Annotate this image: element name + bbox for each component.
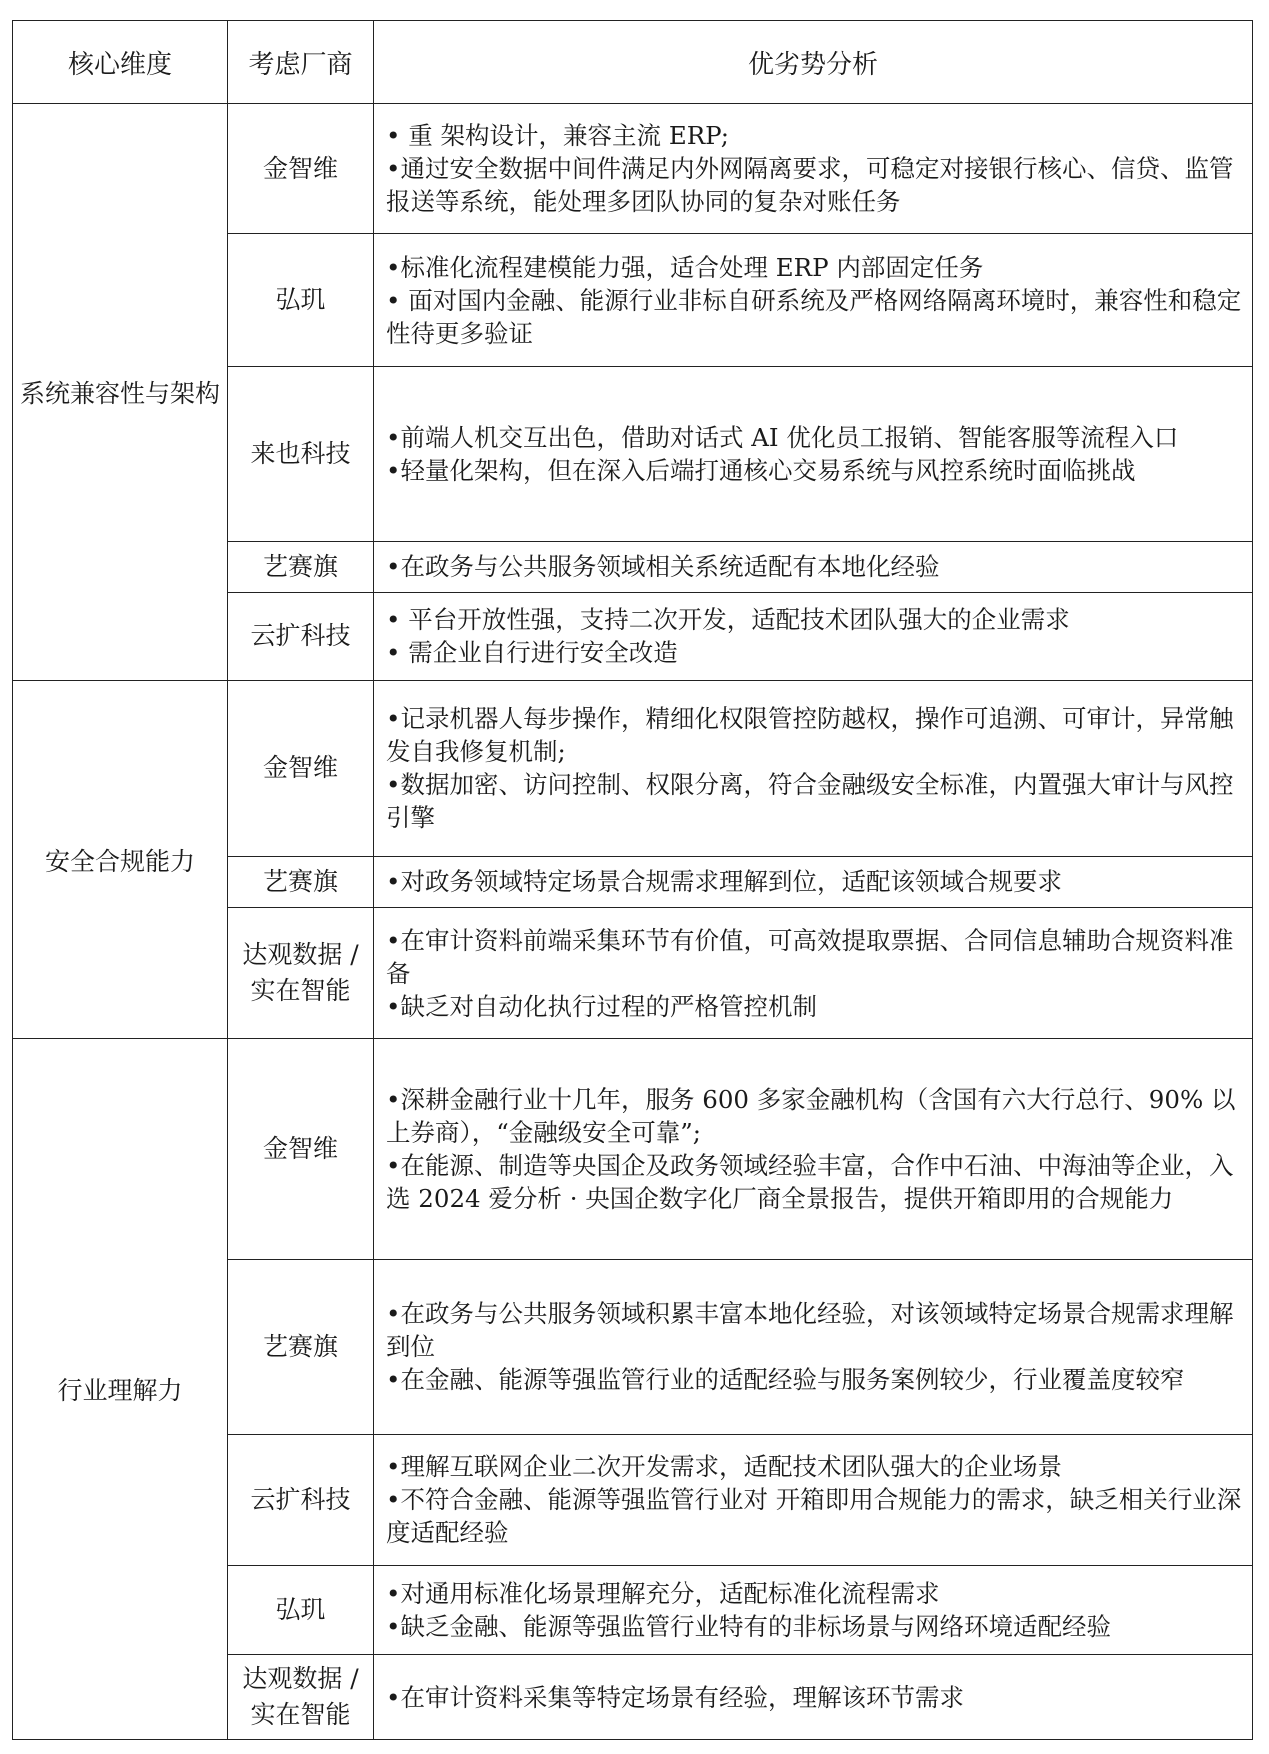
- analysis-point: •在金融、能源等强监管行业的适配经验与服务案例较少，行业覆盖度较窄: [386, 1365, 1185, 1395]
- vendor-cell: 艺赛旗: [228, 856, 374, 907]
- header-vendor: 考虑厂商: [228, 21, 374, 104]
- analysis-point: •在审计资料前端采集环节有价值，可高效提取票据、合同信息辅助合规资料准备: [386, 925, 1234, 988]
- analysis-point: • 平台开放性强，支持二次开发，适配技术团队强大的企业需求: [386, 605, 1070, 635]
- table-header-row: [13, 21, 1253, 104]
- vendor-cell: 达观数据 / 实在智能: [228, 908, 374, 1039]
- header-analysis: 优劣势分析: [374, 21, 1253, 104]
- vendor-cell: 弘玑: [228, 234, 374, 367]
- vendor-cell: 金智维: [228, 1039, 374, 1260]
- analysis-point: •前端人机交互出色，借助对话式 AI 优化员工报销、智能客服等流程入口: [386, 422, 1179, 452]
- analysis-point: •在政务与公共服务领域积累丰富本地化经验，对该领域特定场景合规需求理解到位: [386, 1299, 1234, 1362]
- analysis-point: • 重 架构设计，兼容主流 ERP;: [386, 121, 730, 151]
- analysis-point: •对通用标准化场景理解充分，适配标准化流程需求: [386, 1579, 940, 1609]
- table-row: [13, 104, 1253, 234]
- analysis-point: • 需企业自行进行安全改造: [386, 638, 678, 668]
- vendor-cell: 金智维: [228, 680, 374, 856]
- vendor-cell: 来也科技: [228, 366, 374, 541]
- analysis-point: •在政务与公共服务领域相关系统适配有本地化经验: [386, 552, 940, 582]
- dimension-cell: 行业理解力: [13, 1039, 228, 1740]
- analysis-cell: [374, 1259, 1253, 1434]
- vendor-cell: 云扩科技: [228, 1434, 374, 1565]
- analysis-cell: [374, 592, 1253, 680]
- analysis-point: •理解互联网企业二次开发需求，适配技术团队强大的企业场景: [386, 1452, 1062, 1482]
- analysis-cell: [374, 234, 1253, 367]
- analysis-point: •在审计资料采集等特定场景有经验，理解该环节需求: [386, 1682, 964, 1712]
- analysis-cell: [374, 541, 1253, 592]
- table-row: [13, 680, 1253, 856]
- analysis-point: •记录机器人每步操作，精细化权限管控防越权，操作可追溯、可审计，异常触发自我修复机制;: [386, 704, 1234, 767]
- vendor-cell: 艺赛旗: [228, 541, 374, 592]
- vendor-cell: 弘玑: [228, 1566, 374, 1655]
- vendor-comparison-table: [12, 20, 1253, 1740]
- analysis-point: •深耕金融行业十几年，服务 600 多家金融机构（含国有六大行总行、90% 以上券商），“金融级安全可靠”;: [386, 1085, 1236, 1148]
- analysis-cell: [374, 1566, 1253, 1655]
- analysis-point: •轻量化架构，但在深入后端打通核心交易系统与风控系统时面临挑战: [386, 455, 1136, 485]
- dimension-cell: 安全合规能力: [13, 680, 228, 1039]
- vendor-cell: 云扩科技: [228, 592, 374, 680]
- analysis-cell: [374, 1434, 1253, 1565]
- vendor-cell: 金智维: [228, 104, 374, 234]
- analysis-cell: [374, 908, 1253, 1039]
- analysis-point: •通过安全数据中间件满足内外网隔离要求，可稳定对接银行核心、信贷、监管报送等系统，能处理多团队协同的复杂对账任务: [386, 154, 1234, 217]
- analysis-cell: [374, 680, 1253, 856]
- analysis-point: •不符合金融、能源等强监管行业对 开箱即用合规能力的需求，缺乏相关行业深度适配经验: [386, 1485, 1242, 1548]
- analysis-point: •缺乏对自动化执行过程的严格管控机制: [386, 991, 817, 1021]
- analysis-cell: [374, 1655, 1253, 1740]
- analysis-point: •缺乏金融、能源等强监管行业特有的非标场景与网络环境适配经验: [386, 1612, 1111, 1642]
- analysis-point: • 面对国内金融、能源行业非标自研系统及严格网络隔离环境时，兼容性和稳定性待更多验证: [386, 285, 1242, 348]
- table-row: [13, 1039, 1253, 1260]
- vendor-cell: 达观数据 / 实在智能: [228, 1655, 374, 1740]
- analysis-cell: [374, 856, 1253, 907]
- analysis-cell: [374, 104, 1253, 234]
- analysis-cell: [374, 1039, 1253, 1260]
- header-dimension: 核心维度: [13, 21, 228, 104]
- dimension-cell: 系统兼容性与架构: [13, 104, 228, 681]
- analysis-point: •对政务领域特定场景合规需求理解到位，适配该领域合规要求: [386, 867, 1062, 897]
- analysis-cell: [374, 366, 1253, 541]
- analysis-point: •数据加密、访问控制、权限分离，符合金融级安全标准，内置强大审计与风控引擎: [386, 770, 1234, 833]
- analysis-point: •标准化流程建模能力强，适合处理 ERP 内部固定任务: [386, 252, 984, 282]
- vendor-cell: 艺赛旗: [228, 1259, 374, 1434]
- analysis-point: •在能源、制造等央国企及政务领域经验丰富，合作中石油、中海油等企业，入选 2024 爱分析 · 央国企数字化厂商全景报告，提供开箱即用的合规能力: [386, 1151, 1234, 1214]
